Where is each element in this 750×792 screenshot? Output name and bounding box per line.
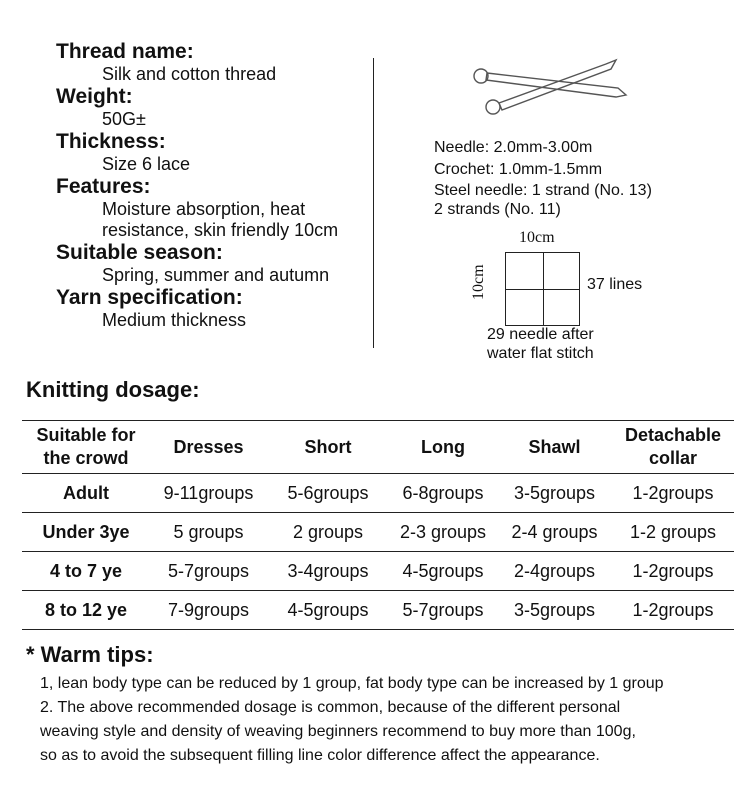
- tip-line: so as to avoid the subsequent filling line color difference affect the appearance.: [40, 747, 600, 764]
- spec-value: 50G±: [102, 109, 146, 129]
- table-row: [22, 513, 734, 552]
- tip-line: 2. The above recommended dosage is common, because of the different personal: [40, 699, 621, 716]
- table-cell: 6-8groups: [402, 482, 484, 503]
- spec-item-thread-name: [56, 40, 376, 85]
- needle-info: [434, 137, 652, 219]
- row-header: Adult: [63, 482, 109, 503]
- table-cell: 5-7groups: [167, 560, 250, 581]
- needle-line: Needle: 2.0mm-3.00m: [434, 139, 593, 156]
- table-cell: 1-2groups: [632, 560, 714, 581]
- swatch-stitch-line: water flat stitch: [487, 345, 594, 362]
- swatch-divider: [543, 253, 544, 325]
- dosage-table: [22, 420, 734, 630]
- row-header: 4 to 7 ye: [49, 560, 123, 581]
- table-cell: 3-5groups: [513, 482, 596, 503]
- table-cell: 3-4groups: [287, 560, 369, 581]
- column-header: Detachable collar: [624, 425, 722, 468]
- row-header: 8 to 12 ye: [44, 599, 128, 620]
- table-cell: 2 groups: [292, 521, 364, 542]
- table-cell: 3-5groups: [513, 599, 596, 620]
- spec-value: Medium thickness: [102, 310, 247, 330]
- table-cell: 1-2 groups: [629, 521, 717, 542]
- spec-value: Silk and cotton thread: [102, 64, 277, 84]
- spec-value-line: resistance, skin friendly 10cm: [102, 220, 339, 240]
- table-cell: 2-4groups: [513, 560, 596, 581]
- spec-label: Weight:: [56, 85, 133, 108]
- knitting-needles-icon: [466, 58, 636, 118]
- divider-line: [373, 58, 374, 348]
- needle-line: Steel needle: 1 strand (No. 13): [434, 182, 652, 199]
- spec-item-features: [56, 175, 376, 241]
- swatch-height-label: 10cm: [470, 264, 487, 300]
- swatch-lines-label: 37 lines: [587, 276, 643, 293]
- table-cell: 7-9groups: [167, 599, 250, 620]
- column-header: Shawl: [528, 436, 581, 457]
- gauge-swatch: [505, 252, 580, 326]
- column-header: Dresses: [173, 436, 244, 457]
- tips-text: [40, 672, 740, 768]
- table-cell: 5 groups: [173, 521, 244, 542]
- column-header: Short: [304, 436, 352, 457]
- spec-label: Yarn specification:: [56, 286, 243, 309]
- table-row: [22, 591, 734, 630]
- table-cell: 5-6groups: [287, 482, 369, 503]
- spec-value: Size 6 lace: [102, 154, 191, 174]
- swatch-stitch-line: 29 needle after: [487, 326, 594, 343]
- spec-label: Thread name:: [56, 40, 194, 63]
- table-cell: 4-5groups: [287, 599, 369, 620]
- table-cell: 1-2groups: [632, 599, 714, 620]
- column-header: Suitable for the crowd: [36, 425, 136, 468]
- spec-item-yarn: [56, 286, 376, 331]
- spec-value-line: Moisture absorption, heat: [102, 199, 306, 219]
- spec-item-season: [56, 241, 376, 286]
- spec-label: Suitable season:: [56, 241, 223, 264]
- tip-line: weaving style and density of weaving beginners recommend to buy more than 100g,: [40, 723, 636, 740]
- column-header: Long: [421, 436, 465, 457]
- tips-title: * Warm tips:: [26, 642, 154, 667]
- spec-item-weight: [56, 85, 376, 130]
- needle-line: Crochet: 1.0mm-1.5mm: [434, 161, 603, 178]
- spec-list: [56, 40, 376, 331]
- dosage-title: Knitting dosage:: [26, 377, 200, 402]
- row-header: Under 3ye: [42, 521, 130, 542]
- table-cell: 1-2groups: [632, 482, 714, 503]
- table-header-row: [22, 421, 734, 474]
- table-row: [22, 474, 734, 513]
- swatch-width-label: 10cm: [519, 229, 555, 246]
- table-cell: 5-7groups: [402, 599, 484, 620]
- table-cell: 4-5groups: [402, 560, 484, 581]
- spec-label: Features:: [56, 175, 151, 198]
- spec-item-thickness: [56, 130, 376, 175]
- tip-line: 1, lean body type can be reduced by 1 group, fat body type can be increased by 1 group: [40, 675, 664, 692]
- needle-line: 2 strands (No. 11): [434, 201, 561, 218]
- swatch-stitch-label: [487, 325, 647, 363]
- spec-value: Spring, summer and autumn: [102, 265, 330, 285]
- table-cell: 2-4 groups: [511, 521, 598, 542]
- table-row: [22, 552, 734, 591]
- table-cell: 9-11groups: [163, 482, 254, 503]
- table-cell: 2-3 groups: [399, 521, 487, 542]
- spec-label: Thickness:: [56, 130, 166, 153]
